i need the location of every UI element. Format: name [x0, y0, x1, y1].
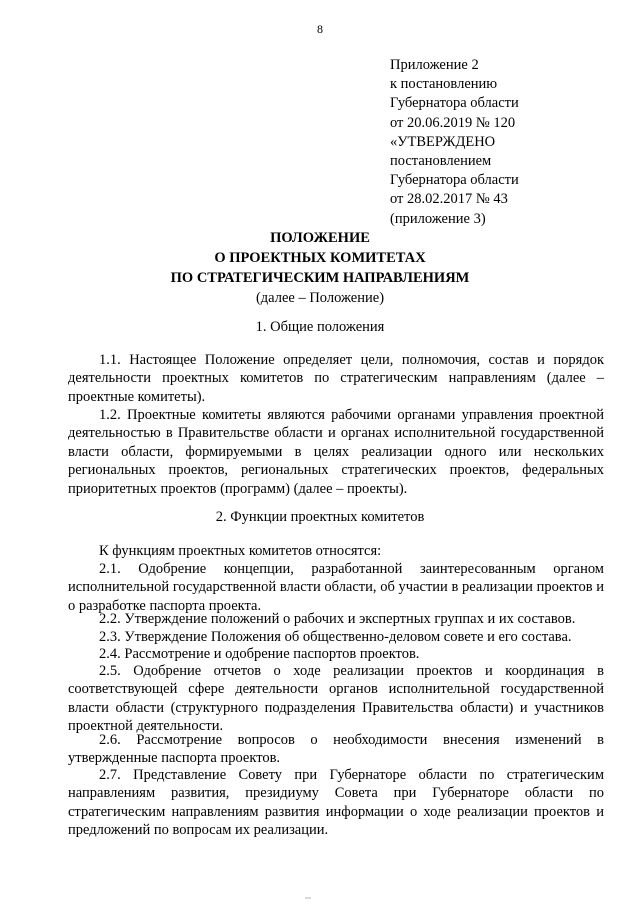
section-2-heading: 2. Функции проектных комитетов: [215, 509, 425, 525]
appendix-line: (приложение 3): [390, 210, 486, 227]
title-line-1: ПОЛОЖЕНИЕ: [270, 230, 370, 246]
appendix-line: Приложение 2: [390, 57, 479, 73]
appendix-line: Губернатора области: [390, 95, 519, 112]
document-title: [0, 228, 640, 308]
paragraph-2-2: 2.2. Утверждение положений о рабочих и экспертных группах и их составов.: [99, 611, 576, 627]
appendix-line: Губернатора области: [390, 172, 519, 189]
paragraph-2-1: 2.1. Одобрение концепции, разработанной заинтересованным органом исполнительной государственной власти области, об участии в реализации проектов и о разработке паспорта проекта.: [68, 561, 604, 614]
paragraph-2-3: 2.3. Утверждение Положения об общественно-деловом совете и его состава.: [99, 629, 572, 645]
page-number: 8: [317, 22, 323, 36]
paragraph-1-1: 1.1. Настоящее Положение определяет цели, полномочия, состав и порядок деятельности проектных комитетов по стратегическим направлениям (далее – проектные комитеты).: [68, 352, 604, 405]
appendix-block: [390, 56, 610, 229]
paragraph-2-5: 2.5. Одобрение отчетов о ходе реализации проектов и координация в соответствующей сфере деятельности органов исполнительной государственной власти области (структурного подразделения Правительства области) и участников проектной деятельности.: [68, 663, 604, 735]
section-1-heading: 1. Общие положения: [255, 319, 385, 335]
appendix-line: к постановлению: [390, 76, 498, 93]
appendix-line: постановлением: [390, 153, 492, 170]
paragraph-2-7: 2.7. Представление Совету при Губернаторе области по стратегическим направлениям развития, президиуму Совета при Губернаторе области по стратегическим направлениям развития информации о ходе реализации проектов и предложений по вопросам их реализации.: [68, 767, 604, 839]
appendix-line: «УТВЕРЖДЕНО: [390, 133, 496, 150]
appendix-line: от 20.06.2019 № 120: [390, 114, 516, 131]
paragraph-2-6: 2.6. Рассмотрение вопросов о необходимости внесения изменений в утвержденные паспорта проектов.: [68, 732, 604, 767]
appendix-line: от 28.02.2017 № 43: [390, 191, 508, 208]
paragraph-2-4: 2.4. Рассмотрение и одобрение паспортов проектов.: [99, 646, 420, 662]
scan-mark: [305, 897, 311, 899]
paragraph-2-intro: К функциям проектных комитетов относятся:: [99, 543, 382, 559]
title-line-2: О ПРОЕКТНЫХ КОМИТЕТАХ: [214, 250, 426, 266]
title-subtitle: (далее – Положение): [255, 290, 385, 306]
title-line-3: ПО СТРАТЕГИЧЕСКИМ НАПРАВЛЕНИЯМ: [170, 270, 470, 286]
paragraph-1-2: 1.2. Проектные комитеты являются рабочими органами управления проектной деятельностью в Правительстве области и органах исполнительной государственной власти области, формируемыми в целях реализации одного или нескольких региональных проектов, региональных стратегических проектов, федеральных приоритетных проектов (программ) (далее – проекты).: [68, 407, 604, 497]
